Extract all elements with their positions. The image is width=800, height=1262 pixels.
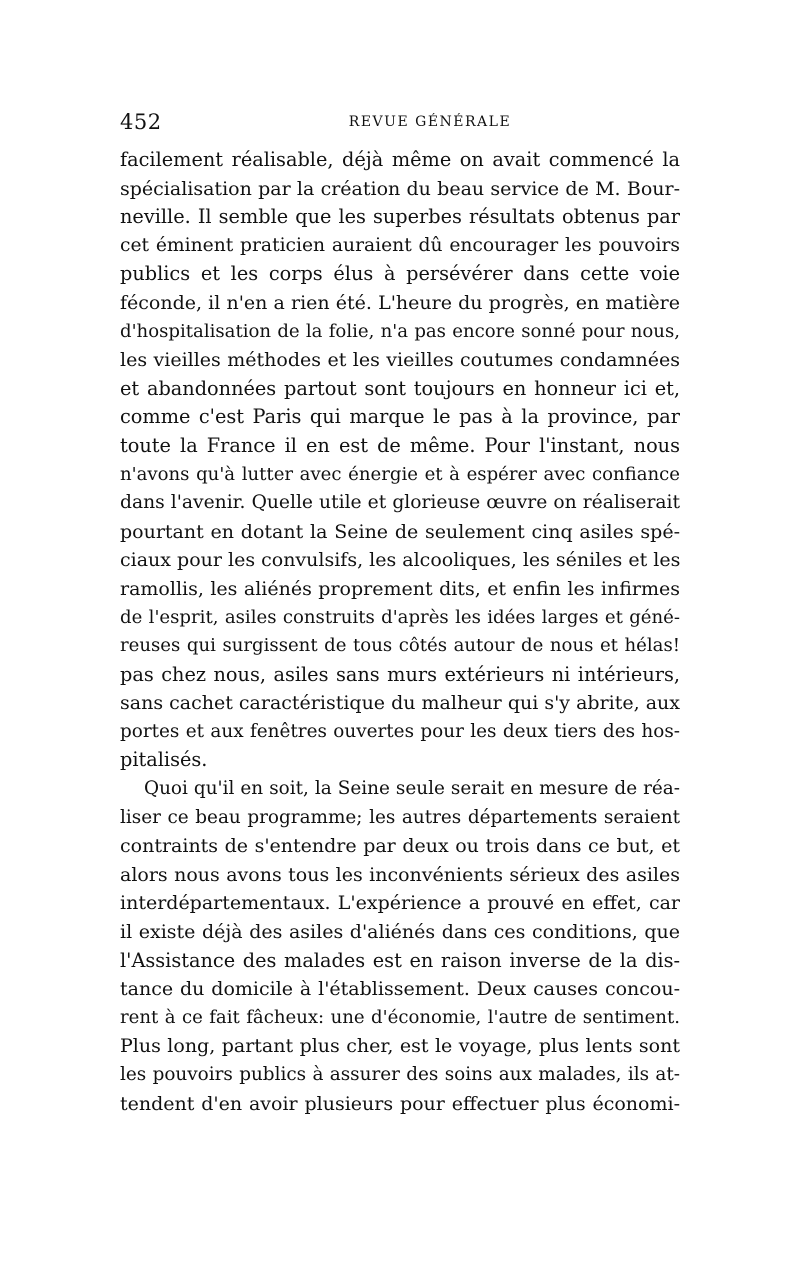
text-line: sans cachet caractéristique du malheur qui s'y abrite, aux xyxy=(120,692,680,715)
text-line: pas chez nous, asiles sans murs extérieurs ni intérieurs, xyxy=(120,662,680,686)
text-line: facilement réalisable, déjà même on avait commencé la xyxy=(120,148,680,171)
text-line: neville. Il semble que les superbes résultats obtenus par xyxy=(120,205,680,229)
text-line: ciaux pour les convulsifs, les alcooliques, les séniles et les xyxy=(120,549,681,572)
text-line: publics et les corps élus à persévérer dans cette voie xyxy=(120,262,680,286)
text-line: pourtant en dotant la Seine de seulement cinq asiles spé- xyxy=(120,520,680,543)
running-head: REVUE GÉNÉRALE xyxy=(348,114,512,130)
text-line: alors nous avons tous les inconvénients sérieux des asiles xyxy=(120,863,680,886)
paragraph-2 xyxy=(120,775,680,1118)
text-line: n'avons qu'à lutter avec énergie et à espérer avec confiance xyxy=(120,463,680,485)
text-line: tendent d'en avoir plusieurs pour effectuer plus économi- xyxy=(120,1092,680,1115)
body-text xyxy=(120,146,680,1118)
page-header xyxy=(120,110,680,144)
page-number: 452 xyxy=(120,110,162,134)
text-line: spécialisation par la création du beau service de M. Bour- xyxy=(120,177,680,200)
text-line: et abandonnées partout sont toujours en honneur ici et, xyxy=(120,376,680,400)
text-line: l'Assistance des malades est en raison inverse de la dis- xyxy=(120,948,680,972)
text-line: les vieilles méthodes et les vieilles coutumes condamnées xyxy=(120,349,680,372)
text-line: ramollis, les aliénés proprement dits, et enfin les infirmes xyxy=(120,577,680,600)
text-line: toute la France il en est de même. Pour l'instant, nous xyxy=(120,433,680,457)
text-line: de l'esprit, asiles construits d'après les idées larges et géné- xyxy=(120,606,680,628)
text-line: rent à ce fait fâcheux: une d'économie, l'autre de sentiment. xyxy=(120,1006,680,1028)
text-line: il existe déjà des asiles d'aliénés dans ces conditions, que xyxy=(120,921,680,944)
text-line: comme c'est Paris qui marque le pas à la province, par xyxy=(120,405,680,429)
text-line: d'hospitalisation de la folie, n'a pas encore sonné pour nous, xyxy=(120,320,680,342)
text-line: portes et aux fenêtres ouvertes pour les deux tiers des hos- xyxy=(120,720,680,742)
text-line: dans l'avenir. Quelle utile et glorieuse œuvre on réaliserait xyxy=(120,492,680,514)
text-line: tance du domicile à l'établissement. Deux causes concou- xyxy=(120,978,680,1001)
text-line: féconde, il n'en a rien été. L'heure du progrès, en matière xyxy=(120,291,680,314)
paragraph-1 xyxy=(120,146,680,775)
text-line: pitalisés. xyxy=(120,748,208,772)
text-line: les pouvoirs publics à assurer des soins aux malades, ils at- xyxy=(120,1064,680,1085)
text-line: Plus long, partant plus cher, est le voyage, plus lents sont xyxy=(120,1035,680,1058)
text-line: Quoi qu'il en soit, la Seine seule serait en mesure de réa- xyxy=(144,778,680,800)
text-line: contraints de s'entendre par deux ou trois dans ce but, et xyxy=(120,835,680,858)
text-line: reuses qui surgissent de tous côtés autour de nous et hélas! xyxy=(120,635,680,657)
text-line: liser ce beau programme; les autres départements seraient xyxy=(120,806,680,828)
text-line: cet éminent praticien auraient dû encourager les pouvoirs xyxy=(120,234,680,256)
text-line: interdépartementaux. L'expérience a prouvé en effet, car xyxy=(120,892,680,915)
